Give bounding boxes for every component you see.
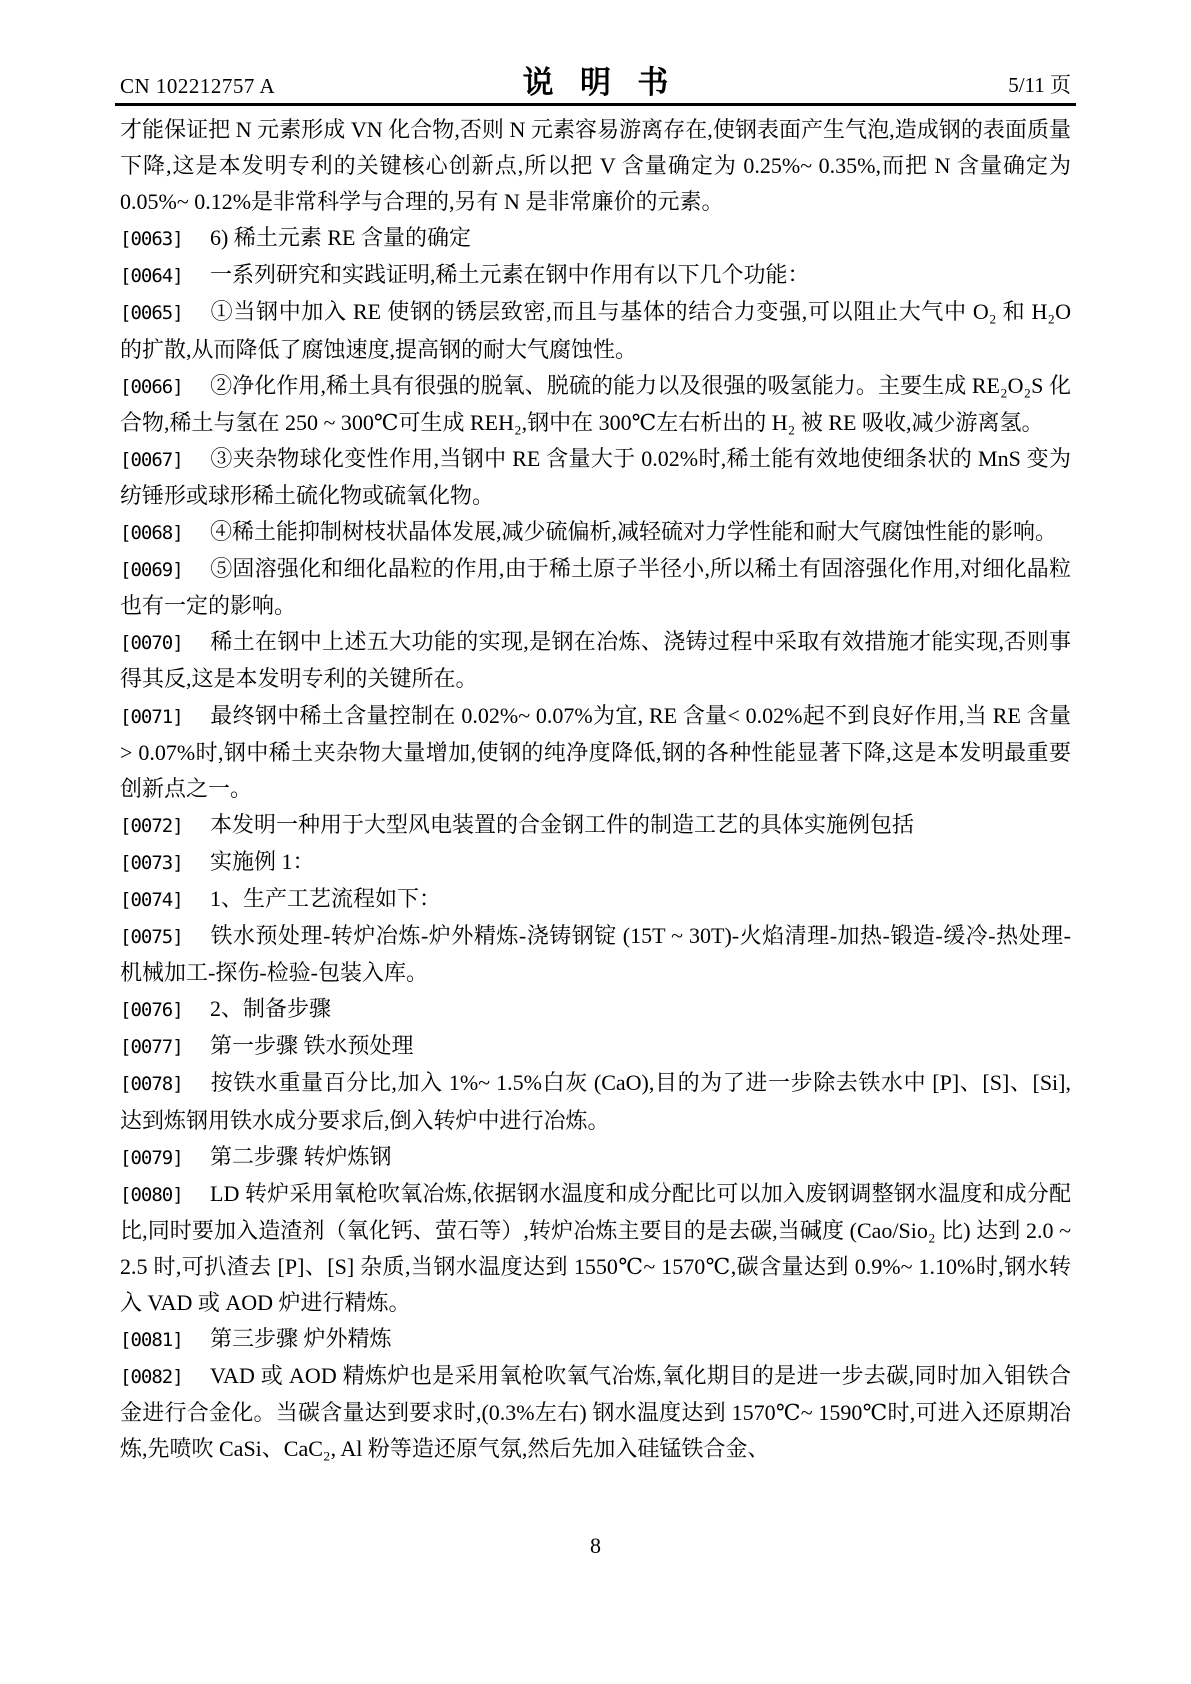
paragraph: [120, 1176, 1071, 1321]
paragraph: [120, 1321, 1071, 1358]
paragraph: [120, 844, 1071, 881]
paragraph: [120, 220, 1071, 257]
paragraph-tag: [0063]: [120, 228, 183, 251]
header-rule: [115, 103, 1076, 106]
paragraph-text: 第三步骤 炉外精炼: [210, 1326, 392, 1352]
paragraph: [120, 991, 1071, 1028]
paragraph: [120, 257, 1071, 294]
paragraph-text: 1、生产工艺流程如下：: [210, 885, 442, 911]
page-footer: [0, 1533, 1191, 1559]
paragraph: [120, 1065, 1071, 1138]
paragraph-tag: [0077]: [120, 1036, 183, 1059]
paragraph-text: ①当钢中加入 RE 使钢的锈层致密,而且与基体的结合力变强,可以阻止大气中 O₂ 和 H₂O 的扩散,从而降低了腐蚀速度,提高钢的耐大气腐蚀性。: [120, 299, 1071, 362]
paragraph-tag: [0068]: [120, 522, 183, 545]
paragraph-text: LD 转炉采用氧枪吹氧冶炼,依据钢水温度和成分配比可以加入废钢调整钢水温度和成分配比,同时要加入造渣剂（氧化钙、萤石等）,转炉冶炼主要目的是去碳,当碱度 (Cao/Sio₂ 比) 达到 2.0 ~ 2.5 时,可扒渣去 [P]、[S] 杂质,当钢水温度达到 1550℃~ 1570℃,碳含量达到 0.9%~ 1.10%时,钢水转入 VAD 或 AOD 炉进行精炼。: [120, 1180, 1071, 1315]
paragraph-text: VAD 或 AOD 精炼炉也是采用氧枪吹氧气冶炼,氧化期目的是进一步去碳,同时加入钼铁合金进行合金化。当碳含量达到要求时,(0.3%左右) 钢水温度达到 1570℃~ 1590℃时,可进入还原期冶炼,先喷吹 CaSi、CaC₂, Al 粉等造还原气氛,然后先加入硅锰铁合金、: [120, 1363, 1071, 1462]
paragraph-text: 6) 稀土元素 RE 含量的确定: [210, 225, 471, 251]
paragraph: [120, 1028, 1071, 1065]
paragraph: [120, 807, 1071, 844]
paragraph-text: 按铁水重量百分比,加入 1%~ 1.5%白灰 (CaO),目的为了进一步除去铁水中 [P]、[S]、[Si],达到炼钢用铁水成分要求后,倒入转炉中进行冶炼。: [120, 1070, 1071, 1133]
paragraph-tag: [0081]: [120, 1329, 183, 1352]
paragraph-text: ③夹杂物球化变性作用,当钢中 RE 含量大于 0.02%时,稀土能有效地使细条状的 MnS 变为纺锤形或球形稀土硫化物或硫氧化物。: [120, 445, 1071, 508]
paragraph-tag: [0078]: [120, 1073, 183, 1096]
paragraph-text: 第二步骤 转炉炼钢: [210, 1143, 392, 1169]
paragraph-tag: [0070]: [120, 632, 183, 655]
paragraph: [120, 1358, 1071, 1467]
paragraph: [120, 441, 1071, 514]
paragraph: [120, 368, 1071, 441]
paragraph-tag: [0075]: [120, 926, 183, 949]
page-number: 8: [590, 1533, 601, 1558]
page-indicator: 5/11 页: [1008, 73, 1071, 97]
paragraph-text: 本发明一种用于大型风电装置的合金钢工件的制造工艺的具体实施例包括: [210, 811, 915, 837]
paragraph: [120, 698, 1071, 807]
paragraph: [120, 881, 1071, 918]
paragraph-tag: [0072]: [120, 814, 183, 837]
paragraph-tag: [0069]: [120, 559, 183, 582]
paragraph-text: 实施例 1：: [210, 848, 315, 874]
paragraph-tag: [0064]: [120, 265, 183, 288]
paragraph-text: ②净化作用,稀土具有很强的脱氧、脱硫的能力以及很强的吸氢能力。主要生成 RE₂O₂S 化合物,稀土与氢在 250 ~ 300℃可生成 REH₂,钢中在 300℃左右析出的 H₂ 被 RE 吸收,减少游离氢。: [120, 372, 1071, 435]
paragraph-text: 第一步骤 铁水预处理: [210, 1033, 414, 1059]
patent-number: CN 102212757 A: [120, 74, 276, 98]
paragraph: [120, 294, 1071, 367]
paragraph-tag: [0065]: [120, 302, 183, 325]
paragraph: [120, 918, 1071, 991]
paragraph-tag: [0067]: [120, 448, 183, 471]
document-title: 说明书: [522, 65, 695, 100]
paragraph-text: 2、制备步骤: [210, 996, 332, 1022]
paragraph-text: 稀土在钢中上述五大功能的实现,是钢在冶炼、浇铸过程中采取有效措施才能实现,否则事得其反,这是本发明专利的关键所在。: [120, 629, 1071, 692]
paragraph-tag: [0074]: [120, 888, 183, 911]
paragraph-tag: [0076]: [120, 999, 183, 1022]
paragraph: [120, 624, 1071, 697]
paragraph-text: 才能保证把 N 元素形成 VN 化合物,否则 N 元素容易游离存在,使钢表面产生气泡,造成钢的表面质量下降,这是本发明专利的关键核心创新点,所以把 V 含量确定为 0.25%~ 0.35%,而把 N 含量确定为 0.05%~ 0.12%是非常科学与合理的,另有 N 是非常廉价的元素。: [120, 117, 1071, 215]
paragraph: [120, 1139, 1071, 1176]
paragraph-text: ④稀土能抑制树枝状晶体发展,减少硫偏析,减轻硫对力学性能和耐大气腐蚀性能的影响。: [210, 519, 1058, 545]
paragraph: [120, 112, 1071, 220]
page-header: [120, 64, 1071, 104]
paragraph: [120, 514, 1071, 551]
paragraph-tag: [0082]: [120, 1366, 183, 1389]
paragraph-tag: [0079]: [120, 1146, 183, 1169]
paragraph-text: 铁水预处理-转炉冶炼-炉外精炼-浇铸钢锭 (15T ~ 30T)-火焰清理-加热-锻造-缓冷-热处理-机械加工-探伤-检验-包装入库。: [120, 923, 1071, 986]
paragraph-tag: [0066]: [120, 375, 183, 398]
document-body: [120, 112, 1071, 1467]
paragraph-text: ⑤固溶强化和细化晶粒的作用,由于稀土原子半径小,所以稀土有固溶强化作用,对细化晶粒也有一定的影响。: [120, 556, 1071, 619]
paragraph-text: 最终钢中稀土含量控制在 0.02%~ 0.07%为宜, RE 含量< 0.02%起不到良好作用,当 RE 含量> 0.07%时,钢中稀土夹杂物大量增加,使钢的纯净度降低,钢的各种性能显著下降,这是本发明最重要创新点之一。: [120, 702, 1071, 801]
paragraph-text: 一系列研究和实践证明,稀土元素在钢中作用有以下几个功能：: [210, 262, 810, 288]
paragraph-tag: [0080]: [120, 1183, 183, 1206]
paragraph: [120, 551, 1071, 624]
paragraph-tag: [0071]: [120, 705, 183, 728]
paragraph-tag: [0073]: [120, 851, 183, 874]
